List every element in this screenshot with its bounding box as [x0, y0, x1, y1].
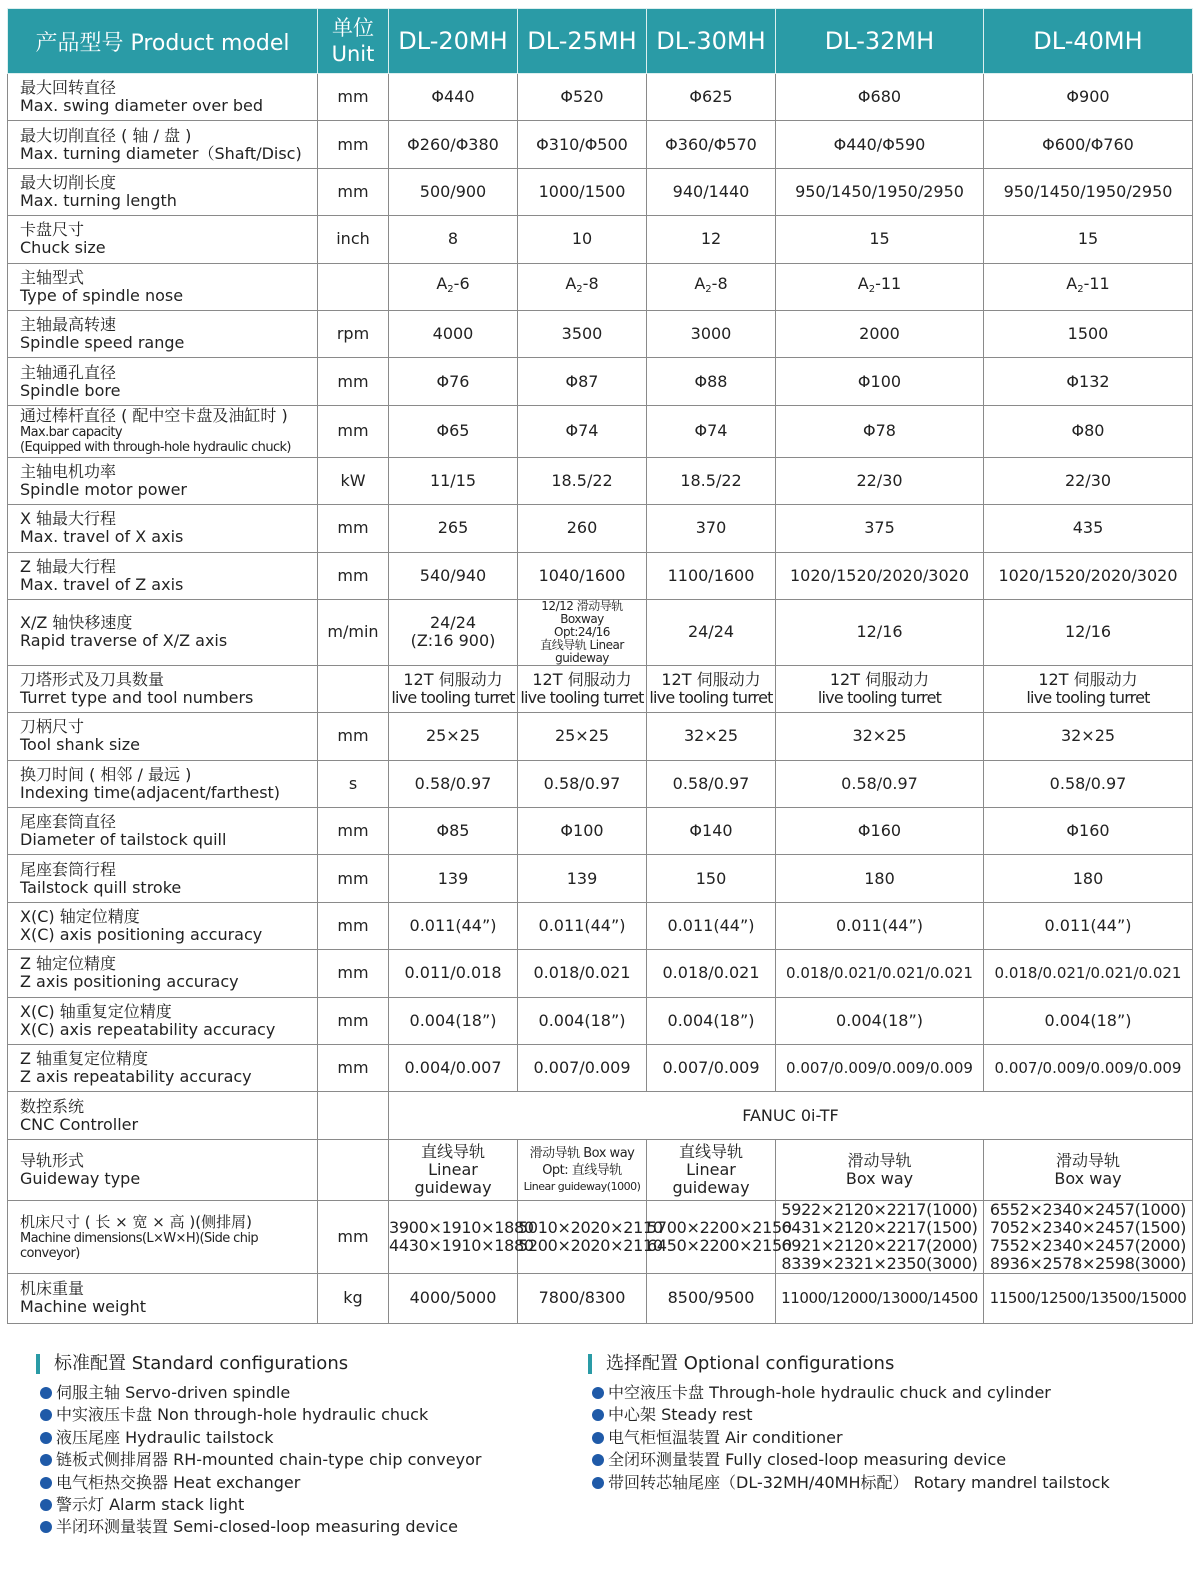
value-cell: 12/16: [984, 599, 1193, 665]
value-cell: Φ132: [984, 358, 1193, 405]
value-cell: 2000: [776, 310, 984, 357]
value-cell: 5922×2120×2217(1000) 6431×2120×2217(1500) 6921×2120×2217(2000) 8339×2321×2350(3000): [776, 1200, 984, 1273]
value-cell: 5010×2020×2110 5200×2020×2110: [518, 1200, 647, 1273]
unit-cell: mm: [318, 405, 389, 457]
value-cell: 32×25: [984, 713, 1193, 760]
value-cell: 1020/1520/2020/3020: [984, 552, 1193, 599]
value-cell: 12T 伺服动力 live tooling turret: [776, 665, 984, 712]
param-cell: 刀塔形式及刀具数量 Turret type and tool numbers: [8, 665, 318, 712]
value-cell: Φ625: [647, 74, 776, 121]
value-cell: 139: [389, 855, 518, 902]
value-cell: 0.007/0.009: [647, 1045, 776, 1092]
unit-cell: mm: [318, 997, 389, 1044]
value-cell: 18.5/22: [647, 457, 776, 504]
value-cell: 435: [984, 505, 1193, 552]
list-item: 液压尾座 Hydraulic tailstock: [36, 1427, 481, 1449]
value-cell: 0.011(44”): [647, 902, 776, 949]
value-cell: 0.007/0.009/0.009/0.009: [776, 1045, 984, 1092]
value-cell: Φ160: [776, 808, 984, 855]
table-row: [8, 665, 1193, 712]
value-cell: 150: [647, 855, 776, 902]
value-cell: $A_2-8$: [647, 263, 776, 310]
table-row: [8, 358, 1193, 405]
table-row: [8, 505, 1193, 552]
value-cell: 8: [389, 216, 518, 263]
standard-config-list: [36, 1382, 481, 1539]
spec-table: [7, 8, 1193, 1324]
table-row: [8, 1045, 1193, 1092]
param-cell: Z 轴定位精度 Z axis positioning accuracy: [8, 950, 318, 997]
unit-cell: mm: [318, 713, 389, 760]
bullet-icon: [40, 1454, 52, 1466]
list-item: 中空液压卡盘 Through-hole hydraulic chuck and cylinder: [588, 1382, 1110, 1404]
param-cell: 机床尺寸 ( 长 × 宽 × 高 )(侧排屑) Machine dimensions(L×W×H)(Side chip conveyor): [8, 1200, 318, 1273]
value-cell: Φ520: [518, 74, 647, 121]
table-row: [8, 713, 1193, 760]
value-cell: 375: [776, 505, 984, 552]
value-cell: 7800/8300: [518, 1273, 647, 1323]
param-cell: 主轴型式 Type of spindle nose: [8, 263, 318, 310]
header-unit: 单位 Unit: [318, 9, 389, 74]
value-cell: Φ140: [647, 808, 776, 855]
value-cell: 0.004/0.007: [389, 1045, 518, 1092]
table-row: [8, 216, 1193, 263]
value-cell: 11000/12000/13000/14500: [776, 1273, 984, 1323]
table-row: [8, 168, 1193, 215]
param-cell: 数控系统 CNC Controller: [8, 1092, 318, 1139]
unit-cell: mm: [318, 505, 389, 552]
value-cell: 0.004(18”): [776, 997, 984, 1044]
value-cell: 11/15: [389, 457, 518, 504]
value-cell: $A_2-6$: [389, 263, 518, 310]
param-cell: X(C) 轴定位精度 X(C) axis positioning accuracy: [8, 902, 318, 949]
param-cell: Z 轴重复定位精度 Z axis repeatability accuracy: [8, 1045, 318, 1092]
param-cell: 最大切削长度 Max. turning length: [8, 168, 318, 215]
unit-cell: mm: [318, 1045, 389, 1092]
value-cell: 3000: [647, 310, 776, 357]
table-row: [8, 599, 1193, 665]
value-cell: 1020/1520/2020/3020: [776, 552, 984, 599]
list-item: 电气柜恒温装置 Air conditioner: [588, 1427, 1110, 1449]
value-cell: Φ74: [518, 405, 647, 457]
section-bar-icon: [36, 1354, 40, 1374]
bullet-icon: [592, 1432, 604, 1444]
header-model: DL-20MH: [389, 9, 518, 74]
list-item: 警示灯 Alarm stack light: [36, 1494, 481, 1516]
header-model: DL-32MH: [776, 9, 984, 74]
value-cell: 0.58/0.97: [389, 760, 518, 807]
value-cell: 0.011/0.018: [389, 950, 518, 997]
value-cell: 4000/5000: [389, 1273, 518, 1323]
value-cell: Φ88: [647, 358, 776, 405]
bullet-icon: [40, 1477, 52, 1489]
value-cell: 3500: [518, 310, 647, 357]
value-cell: 0.004(18”): [389, 997, 518, 1044]
unit-cell: kg: [318, 1273, 389, 1323]
unit-cell: mm: [318, 855, 389, 902]
param-cell: X(C) 轴重复定位精度 X(C) axis repeatability accuracy: [8, 997, 318, 1044]
value-cell: Φ87: [518, 358, 647, 405]
param-cell: X/Z 轴快移速度 Rapid traverse of X/Z axis: [8, 599, 318, 665]
value-cell: 15: [776, 216, 984, 263]
value-cell: 0.58/0.97: [647, 760, 776, 807]
value-cell: 500/900: [389, 168, 518, 215]
value-cell: 22/30: [984, 457, 1193, 504]
value-cell: Φ100: [518, 808, 647, 855]
value-cell: Φ76: [389, 358, 518, 405]
header-model: DL-40MH: [984, 9, 1193, 74]
header-model: DL-30MH: [647, 9, 776, 74]
value-cell: 0.004(18”): [518, 997, 647, 1044]
list-item: 中心架 Steady rest: [588, 1404, 1110, 1426]
table-row: [8, 1200, 1193, 1273]
value-cell: 0.58/0.97: [518, 760, 647, 807]
list-item: 半闭环测量装置 Semi-closed-loop measuring device: [36, 1516, 481, 1538]
bullet-icon: [592, 1409, 604, 1421]
section-bar-icon: [588, 1354, 592, 1374]
param-cell: 尾座套筒直径 Diameter of tailstock quill: [8, 808, 318, 855]
optional-config-title: 选择配置 Optional configurations: [588, 1352, 1110, 1376]
param-cell: 主轴电机功率 Spindle motor power: [8, 457, 318, 504]
value-cell: 12/16: [776, 599, 984, 665]
value-cell: 滑动导轨 Box way Opt: 直线导轨 Linear guideway(1000): [518, 1139, 647, 1200]
table-row: [8, 457, 1193, 504]
value-cell: 1500: [984, 310, 1193, 357]
value-cell: 10: [518, 216, 647, 263]
value-cell: 6552×2340×2457(1000) 7052×2340×2457(1500) 7552×2340×2457(2000) 8936×2578×2598(3000): [984, 1200, 1193, 1273]
list-item: 伺服主轴 Servo-driven spindle: [36, 1382, 481, 1404]
param-cell: 主轴最高转速 Spindle speed range: [8, 310, 318, 357]
bullet-icon: [40, 1409, 52, 1421]
unit-cell: mm: [318, 902, 389, 949]
table-row: [8, 74, 1193, 121]
value-cell: Φ160: [984, 808, 1193, 855]
value-cell: 25×25: [389, 713, 518, 760]
value-cell: 0.011(44”): [389, 902, 518, 949]
value-cell: 12: [647, 216, 776, 263]
value-cell: Φ440: [389, 74, 518, 121]
table-row: [8, 997, 1193, 1044]
standard-config-title: 标准配置 Standard configurations: [36, 1352, 481, 1376]
bullet-icon: [592, 1387, 604, 1399]
value-cell: 940/1440: [647, 168, 776, 215]
value-cell: 0.004(18”): [647, 997, 776, 1044]
unit-cell: [318, 1139, 389, 1200]
unit-cell: rpm: [318, 310, 389, 357]
value-cell: 1000/1500: [518, 168, 647, 215]
value-cell: 12T 伺服动力 live tooling turret: [518, 665, 647, 712]
bullet-icon: [40, 1499, 52, 1511]
unit-cell: mm: [318, 168, 389, 215]
unit-cell: kW: [318, 457, 389, 504]
value-cell: 0.018/0.021/0.021/0.021: [984, 950, 1193, 997]
value-cell: 直线导轨 Linear guideway: [389, 1139, 518, 1200]
value-cell: 4000: [389, 310, 518, 357]
value-cell: 8500/9500: [647, 1273, 776, 1323]
unit-cell: mm: [318, 74, 389, 121]
unit-cell: [318, 263, 389, 310]
bullet-icon: [592, 1454, 604, 1466]
unit-cell: mm: [318, 552, 389, 599]
unit-cell: mm: [318, 1200, 389, 1273]
bullet-icon: [40, 1521, 52, 1533]
value-cell: 0.007/0.009/0.009/0.009: [984, 1045, 1193, 1092]
bullet-icon: [592, 1477, 604, 1489]
table-row: [8, 1273, 1193, 1323]
value-cell: 0.011(44”): [984, 902, 1193, 949]
value-cell: 12T 伺服动力 live tooling turret: [389, 665, 518, 712]
list-item: 全闭环测量装置 Fully closed-loop measuring device: [588, 1449, 1110, 1471]
table-row: [8, 310, 1193, 357]
value-cell: 950/1450/1950/2950: [776, 168, 984, 215]
value-cell: 32×25: [647, 713, 776, 760]
value-cell: 0.011(44”): [776, 902, 984, 949]
value-cell: 滑动导轨 Box way: [984, 1139, 1193, 1200]
value-cell: 直线导轨 Linear guideway: [647, 1139, 776, 1200]
standard-config-section: [36, 1352, 481, 1539]
value-cell: 0.58/0.97: [776, 760, 984, 807]
value-cell: $A_2-11$: [776, 263, 984, 310]
value-cell: 22/30: [776, 457, 984, 504]
param-cell: 卡盘尺寸 Chuck size: [8, 216, 318, 263]
bullet-icon: [40, 1432, 52, 1444]
table-row: [8, 405, 1193, 457]
value-cell: 0.011(44”): [518, 902, 647, 949]
unit-cell: m/min: [318, 599, 389, 665]
value-cell: Φ74: [647, 405, 776, 457]
value-cell: 1040/1600: [518, 552, 647, 599]
value-cell: 370: [647, 505, 776, 552]
value-cell: 260: [518, 505, 647, 552]
value-cell: 15: [984, 216, 1193, 263]
value-cell: 540/940: [389, 552, 518, 599]
value-cell: Φ85: [389, 808, 518, 855]
table-row: [8, 808, 1193, 855]
value-cell: 139: [518, 855, 647, 902]
value-cell: 0.018/0.021: [647, 950, 776, 997]
header-row: [8, 9, 1193, 74]
param-cell: 最大回转直径 Max. swing diameter over bed: [8, 74, 318, 121]
value-cell: Φ310/Φ500: [518, 121, 647, 168]
value-cell: Φ440/Φ590: [776, 121, 984, 168]
table-row: [8, 902, 1193, 949]
bullet-icon: [40, 1387, 52, 1399]
value-cell: $A_2-11$: [984, 263, 1193, 310]
value-cell: 11500/12500/13500/15000: [984, 1273, 1193, 1323]
table-row: [8, 121, 1193, 168]
value-cell: Φ100: [776, 358, 984, 405]
value-cell: 24/24: [647, 599, 776, 665]
value-cell: Φ900: [984, 74, 1193, 121]
unit-cell: mm: [318, 358, 389, 405]
param-cell: 通过棒杆直径 ( 配中空卡盘及油缸时 ) Max.bar capacity (Equipped with through-hole hydraulic chuck): [8, 405, 318, 457]
value-cell: 1100/1600: [647, 552, 776, 599]
optional-config-section: [588, 1352, 1110, 1494]
param-cell: 最大切削直径 ( 轴 / 盘 ) Max. turning diameter（Shaft/Disc): [8, 121, 318, 168]
unit-cell: s: [318, 760, 389, 807]
unit-cell: mm: [318, 950, 389, 997]
value-cell: 12T 伺服动力 live tooling turret: [984, 665, 1193, 712]
value-cell: 0.018/0.021/0.021/0.021: [776, 950, 984, 997]
value-cell: 0.007/0.009: [518, 1045, 647, 1092]
list-item: 中实液压卡盘 Non through-hole hydraulic chuck: [36, 1404, 481, 1426]
unit-cell: mm: [318, 121, 389, 168]
unit-cell: [318, 665, 389, 712]
param-cell: 机床重量 Machine weight: [8, 1273, 318, 1323]
value-cell: 32×25: [776, 713, 984, 760]
value-cell: 25×25: [518, 713, 647, 760]
table-row: [8, 855, 1193, 902]
param-cell: 刀柄尺寸 Tool shank size: [8, 713, 318, 760]
value-cell: 18.5/22: [518, 457, 647, 504]
value-cell: Φ360/Φ570: [647, 121, 776, 168]
value-cell: Φ78: [776, 405, 984, 457]
value-cell: Φ80: [984, 405, 1193, 457]
value-cell: 0.58/0.97: [984, 760, 1193, 807]
value-cell: 12T 伺服动力 live tooling turret: [647, 665, 776, 712]
value-cell: 12/12 滑动导轨 Boxway Opt:24/16 直线导轨 Linear guideway: [518, 599, 647, 665]
value-cell: $A_2-8$: [518, 263, 647, 310]
list-item: 带回转芯轴尾座（DL-32MH/40MH标配） Rotary mandrel tailstock: [588, 1472, 1110, 1494]
param-cell: 主轴通孔直径 Spindle bore: [8, 358, 318, 405]
value-cell: 180: [984, 855, 1193, 902]
param-cell: 换刀时间 ( 相邻 / 最远 ) Indexing time(adjacent/farthest): [8, 760, 318, 807]
list-item: 链板式侧排屑器 RH-mounted chain-type chip conveyor: [36, 1449, 481, 1471]
value-cell: 5700×2200×2150 6450×2200×2150: [647, 1200, 776, 1273]
value-cell: 滑动导轨 Box way: [776, 1139, 984, 1200]
param-cell: X 轴最大行程 Max. travel of X axis: [8, 505, 318, 552]
header-model: DL-25MH: [518, 9, 647, 74]
param-cell: Z 轴最大行程 Max. travel of Z axis: [8, 552, 318, 599]
value-cell: Φ680: [776, 74, 984, 121]
unit-cell: mm: [318, 808, 389, 855]
value-cell: Φ65: [389, 405, 518, 457]
param-cell: 尾座套筒行程 Tailstock quill stroke: [8, 855, 318, 902]
value-cell: 950/1450/1950/2950: [984, 168, 1193, 215]
table-row: [8, 950, 1193, 997]
table-row: [8, 263, 1193, 310]
value-cell: 265: [389, 505, 518, 552]
list-item: 电气柜热交换器 Heat exchanger: [36, 1472, 481, 1494]
value-cell: Φ260/Φ380: [389, 121, 518, 168]
table-row: [8, 1139, 1193, 1200]
value-cell: 180: [776, 855, 984, 902]
optional-config-list: [588, 1382, 1110, 1494]
unit-cell: [318, 1092, 389, 1139]
value-cell: Φ600/Φ760: [984, 121, 1193, 168]
table-row: [8, 552, 1193, 599]
value-cell: 0.004(18”): [984, 997, 1193, 1044]
value-cell: 3900×1910×1880 4430×1910×1880: [389, 1200, 518, 1273]
unit-cell: inch: [318, 216, 389, 263]
value-cell: 24/24 (Z:16 900): [389, 599, 518, 665]
table-row: [8, 1092, 1193, 1139]
merged-value-cell: FANUC 0i-TF: [389, 1092, 1193, 1139]
table-row: [8, 760, 1193, 807]
param-cell: 导轨形式 Guideway type: [8, 1139, 318, 1200]
header-product-model: 产品型号 Product model: [8, 9, 318, 74]
value-cell: 0.018/0.021: [518, 950, 647, 997]
